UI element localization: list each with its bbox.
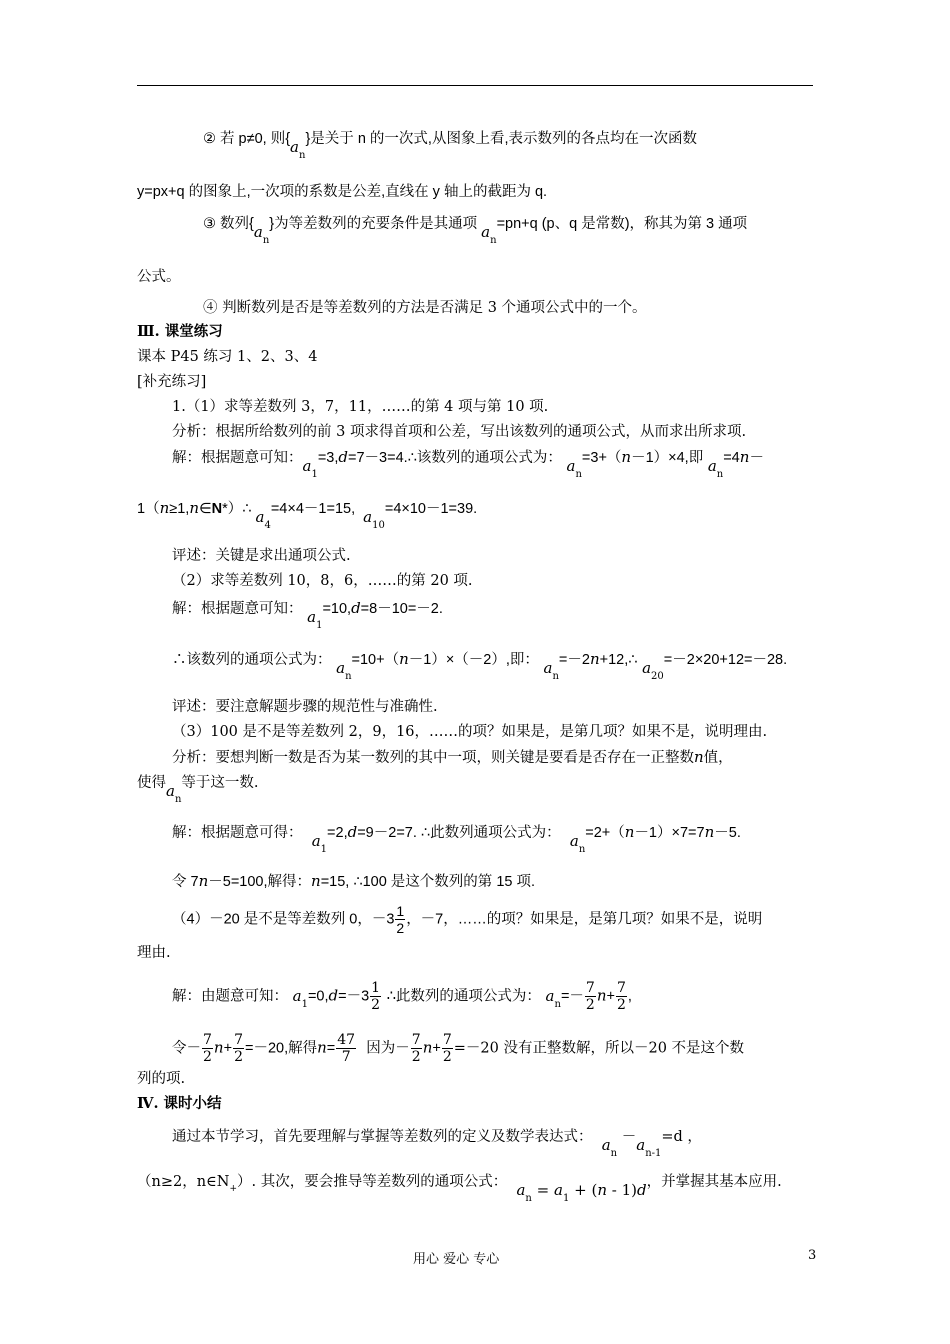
question-3-analysis-cont: 使得$a_n$等于这一数. — [137, 775, 259, 805]
section-heading-3: Ⅲ. 课堂练习 — [137, 323, 223, 340]
header-rule — [137, 85, 813, 86]
question-1: 1.（1）求等差数列 3，7，11，……的第 4 项与第 10 项. — [172, 399, 549, 415]
question-4: （4）－20 是不是等差数列 0，－3 $\frac{1}{2}$ ，－7，……的项？如果是，是第几项？如果不是，说明 — [172, 903, 763, 936]
fraction-seven-halves: $\frac{7}{2}$ — [616, 980, 626, 1013]
fraction-seven-halves: $\frac{7}{2}$ — [585, 980, 595, 1013]
math-an: $a_n$ — [569, 832, 586, 855]
math-a4: $a_4$ — [255, 508, 271, 531]
fraction-seven-halves: $\frac{7}{2}$ — [203, 1032, 212, 1065]
math-an: $a_n$ — [707, 457, 724, 480]
math-a1: $a_1$ — [302, 457, 318, 480]
math-an: $a_n$ — [253, 223, 270, 246]
fraction-seven-halves: $\frac{7}{2}$ — [442, 1032, 452, 1065]
question-2: （2）求等差数列 10，8，6，……的第 20 项. — [172, 573, 473, 589]
math-an: $a_n$ — [566, 457, 582, 480]
math-an-minus-1: $a_{n-1}$ — [636, 1136, 662, 1159]
question-4-cont: 理由. — [137, 945, 171, 961]
math-a1: $a_1$ — [292, 986, 308, 1010]
paragraph-2: ② 若 p≠0, 则$\{a_n\}$是关于 n 的一次式,从图象上看,表示数列的各点均在一次函数 — [203, 131, 697, 161]
question-1-comment: 评述：关键是求出通项公式. — [172, 548, 351, 564]
general-term-formula: $a_n = a_1 + (n - 1)d$ — [516, 1181, 647, 1204]
question-1-solution-cont: 1（n≥1,n∈N*）∴ $a_4=4\times 4-1=15$, $a_{10}=4\times 10-1=39$. — [137, 499, 478, 531]
fraction-seven-halves: $\frac{7}{2}$ — [411, 1032, 421, 1065]
paragraph-4: ④ 判断数列是否是等差数列的方法是否满足 3 个通项公式中的一个。 — [203, 300, 647, 316]
textbook-exercises: 课本 P45 练习 1、2、3、4 — [137, 349, 318, 365]
question-2-solution: 解：根据题意可知： $a_1=10,d=8-10=-2$. — [172, 599, 443, 631]
question-4-conclusion: 列的项. — [137, 1071, 186, 1087]
question-2-solution-cont: ∴该数列的通项公式为： $a_n=10+(n-1)\times(-2)$,即： $a_n=-2n+12,\therefore$ $a_{20}=-2\times 20+12=-28$. — [172, 650, 788, 682]
summary-line-2: （n≥2，$n\in N_+$）. 其次，要会推导等差数列的通项公式： $a_n = a_1 + (n - 1)d$，并掌握其基本应用. — [137, 1174, 782, 1204]
question-3-analysis: 分析：要想判断一数是否为某一数列的其中一项，则关键是要看是否存在一正整数n值， — [172, 748, 733, 766]
question-4-solution: 解：由题意可知： $a_1=0,d=-3$ $\frac{1}{2}$ ∴此数列的通项公式为： $a_n=-$ $\frac{7}{2}$ n+ $\frac{7}{2}$ , — [172, 980, 632, 1013]
math-an: $a_n$ — [545, 986, 561, 1010]
fraction-one-half: $\frac{1}{2}$ — [371, 980, 381, 1013]
question-1-solution: 解：根据题意可知：$a_1=3,d=7-3=4.\therefore$该数列的通项公式为： $a_n=3+(n-1)\times 4$,即 $a_n=4n-$ — [172, 448, 764, 480]
question-3-result: 令 7n－5=100,解得：n=15, ∴100 是这个数列的第 15 项. — [172, 872, 536, 890]
math-an: $a_n$ — [543, 659, 559, 682]
paragraph-2-cont: y=px+q 的图象上,一次项的系数是公差,直线在 y 轴上的截距为 q. — [137, 184, 548, 200]
question-4-solution-cont: 令－ $\frac{7}{2}$ n+ $\frac{7}{2}$ =－20,解得n= $\frac{47}{7}$ 因为－ $\frac{7}{2}$ n+ $\frac{7}{2}$ =－20 没有正整数解，所以－20 不是这个数 — [172, 1032, 745, 1065]
supplement-heading: [补充练习] — [137, 374, 207, 390]
page-footer: 用心 爱心 专心 — [413, 1252, 500, 1267]
fraction-47-sevenths: $\frac{47}{7}$ — [337, 1032, 356, 1065]
math-an: $a_n$ — [290, 138, 306, 161]
math-a20: $a_{20}$ — [642, 659, 664, 682]
fraction-one-half: $\frac{1}{2}$ — [396, 903, 405, 936]
section-heading-4: Ⅳ. 课时小结 — [137, 1095, 222, 1112]
math-a1: $a_1$ — [307, 608, 323, 631]
math-an: $a_n$ — [601, 1136, 618, 1159]
math-an: $a_n$ — [336, 659, 352, 682]
question-1-analysis: 分析：根据所给数列的前 3 项求得首项和公差，写出该数列的通项公式，从而求出所求项. — [172, 424, 747, 440]
paragraph-3: ③ 数列$\{a_n\}$为等差数列的充要条件是其通项 $a_n=pn+q$ (p、q 是常数)，称其为第 3 通项 — [203, 216, 748, 246]
paragraph-3-cont: 公式。 — [137, 269, 181, 285]
math-a10: $a_{10}$ — [363, 508, 385, 531]
math-a1: $a_1$ — [311, 832, 328, 855]
question-3-solution: 解：根据题意可得： $a_1=2,d=9-2=7$. ∴此数列通项公式为： $a_n=2+(n-1)\times 7=7n-5$. — [172, 823, 741, 855]
question-3: （3）100 是不是等差数列 2，9，16，……的项？如果是，是第几项？如果不是，说明理由. — [172, 724, 768, 740]
fraction-seven-halves: $\frac{7}{2}$ — [234, 1032, 243, 1065]
question-2-comment: 评述：要注意解题步骤的规范性与准确性. — [172, 699, 438, 715]
page-number: 3 — [808, 1248, 817, 1263]
math-an: $a_n$ — [166, 782, 182, 805]
math-an: $a_n$ — [481, 223, 497, 246]
summary-line-1: 通过本节学习，首先要理解与掌握等差数列的定义及数学表达式： $a_n -a_{n-1}=d$ ， — [172, 1129, 702, 1159]
